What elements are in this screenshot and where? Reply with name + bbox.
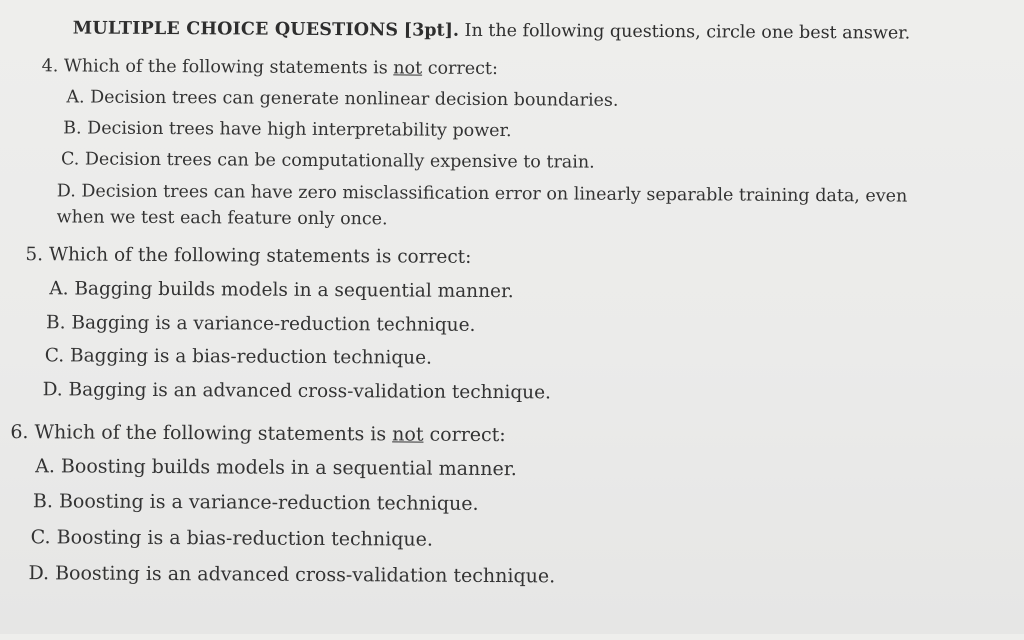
question-text: Which of the following statements is correct: bbox=[48, 244, 472, 268]
question-text: Which of the following statements is bbox=[34, 421, 387, 446]
question-number: 5. bbox=[25, 244, 44, 266]
section-title: MULTIPLE CHOICE QUESTIONS bbox=[72, 18, 399, 41]
question-4-option-b: B. Decision trees have high interpretability power. bbox=[63, 118, 512, 142]
question-6-option-c: C. Boosting is a bias-reduction technique. bbox=[30, 526, 433, 551]
question-5-option-b: B. Bagging is a variance-reduction technique. bbox=[45, 312, 476, 336]
question-text-end: correct: bbox=[429, 423, 506, 447]
question-6-option-a: A. Boosting builds models in a sequential manner. bbox=[35, 455, 517, 481]
question-6-option-d: D. Boosting is an advanced cross-validation technique. bbox=[28, 562, 556, 588]
question-4-option-c: C. Decision trees can be computationally expensive to train. bbox=[60, 149, 595, 173]
emphasis-not: not bbox=[392, 423, 424, 446]
question-4-option-d: D. Decision trees can have zero misclassification error on linearly separable training data, even when we test each feature only once. bbox=[56, 181, 908, 230]
question-5-option-d: D. Bagging is an advanced cross-validation technique. bbox=[42, 379, 552, 404]
question-5-stem bbox=[25, 244, 471, 268]
question-text: Which of the following statements is bbox=[63, 56, 388, 79]
section-points: [3pt]. bbox=[403, 20, 460, 41]
question-4-option-a: A. Decision trees can generate nonlinear decision boundaries. bbox=[66, 87, 619, 111]
question-6-stem bbox=[10, 421, 506, 446]
question-number: 4. bbox=[41, 56, 59, 77]
question-6-option-b: B. Boosting is a variance-reduction technique. bbox=[32, 490, 479, 515]
question-5-option-c: C. Bagging is a bias-reduction technique. bbox=[44, 345, 433, 369]
emphasis-not: not bbox=[393, 58, 423, 79]
question-number: 6. bbox=[10, 421, 29, 444]
section-instruction: In the following questions, circle one best answer. bbox=[464, 20, 911, 44]
question-text-end: correct: bbox=[427, 58, 498, 80]
question-4-stem bbox=[42, 56, 498, 79]
section-header bbox=[73, 18, 911, 43]
question-5-option-a: A. Bagging builds models in a sequential manner. bbox=[49, 278, 514, 303]
